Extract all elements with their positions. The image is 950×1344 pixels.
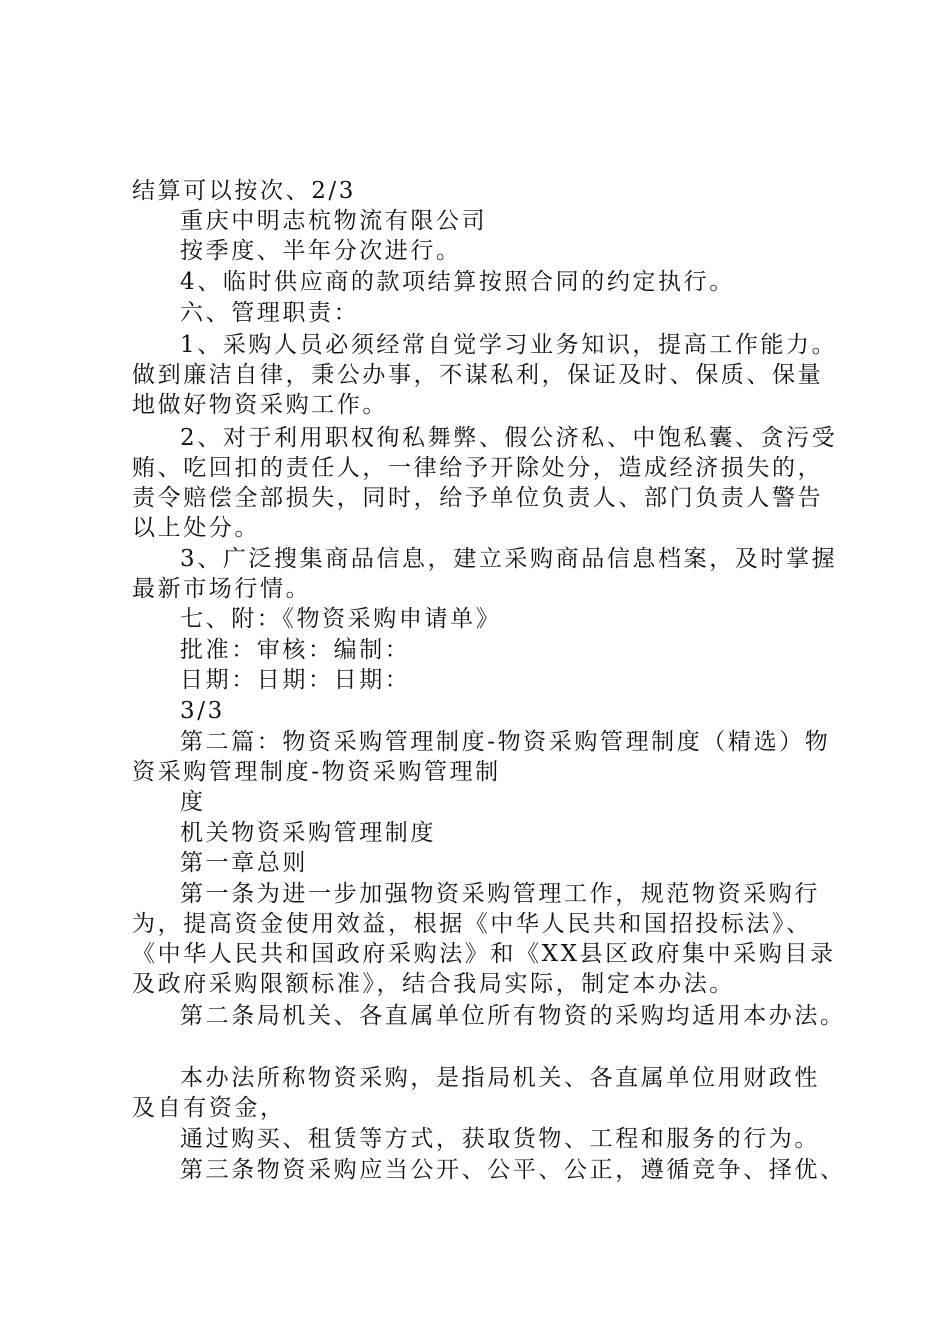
text-line: 结算可以按次、2/3 (132, 178, 357, 204)
text-line: 2、对于利用职权徇私舞弊、假公济私、中饱私囊、贪污受 (180, 425, 838, 451)
text-line: 第一条为进一步加强物资采购管理工作，规范物资采购行 (180, 881, 820, 907)
text-line: 地做好物资采购工作。 (132, 392, 388, 418)
text-line: 及自有资金， (132, 1095, 286, 1121)
section-heading: 资采购管理制度-物资采购管理制 (132, 759, 501, 785)
text-line: 第三条物资采购应当公开、公平、公正，遵循竞争、择优、 (180, 1157, 846, 1183)
text-line: 第二条局机关、各直属单位所有物资的采购均适用本办法。 (180, 1003, 846, 1029)
page-number: 3/3 (180, 698, 225, 724)
text-line: 4、临时供应商的款项结算按照合同的约定执行。 (180, 269, 735, 295)
text-line: 日期：日期：日期： (180, 667, 411, 693)
chapter-heading: 第一章总则 (180, 850, 308, 876)
text-line: 《中华人民共和国政府采购法》和《XX县区政府集中采购目录 (132, 941, 836, 967)
text-line: 六、管理职责： (180, 300, 360, 326)
text-line: 贿、吃回扣的责任人，一律给予开除处分，造成经济损失的， (132, 455, 824, 481)
text-line: 以上处分。 (132, 515, 260, 541)
text-line: 最新市场行情。 (132, 576, 312, 602)
text-line: 通过购买、租赁等方式，获取货物、工程和服务的行为。 (180, 1126, 820, 1152)
text-line: 责令赔偿全部损失，同时，给予单位负责人、部门负责人警告 (132, 485, 824, 511)
text-line: 按季度、半年分次进行。 (180, 238, 462, 264)
section-heading: 度 (180, 789, 206, 815)
text-line: 本办法所称物资采购，是指局机关、各直属单位用财政性 (180, 1065, 820, 1091)
text-line: 重庆中明志杭物流有限公司 (180, 208, 488, 234)
text-line: 3、广泛搜集商品信息，建立采购商品信息档案，及时掌握 (180, 546, 838, 572)
text-line: 为，提高资金使用效益，根据《中华人民共和国招投标法》、 (132, 911, 812, 937)
text-line: 做到廉洁自律，秉公办事，不谋私利，保证及时、保质、保量 (132, 362, 824, 388)
document-title: 机关物资采购管理制度 (180, 820, 436, 846)
section-heading: 第二篇：物资采购管理制度-物资采购管理制度（精选）物 (180, 729, 831, 755)
text-line: 及政府采购限额标准》，结合我局实际，制定本办法。 (132, 971, 735, 997)
text-line: 七、附：《物资采购申请单》 (180, 606, 502, 632)
text-line: 1、采购人员必须经常自觉学习业务知识，提高工作能力。 (180, 332, 838, 358)
text-line: 批准：审核：编制： (180, 637, 411, 663)
